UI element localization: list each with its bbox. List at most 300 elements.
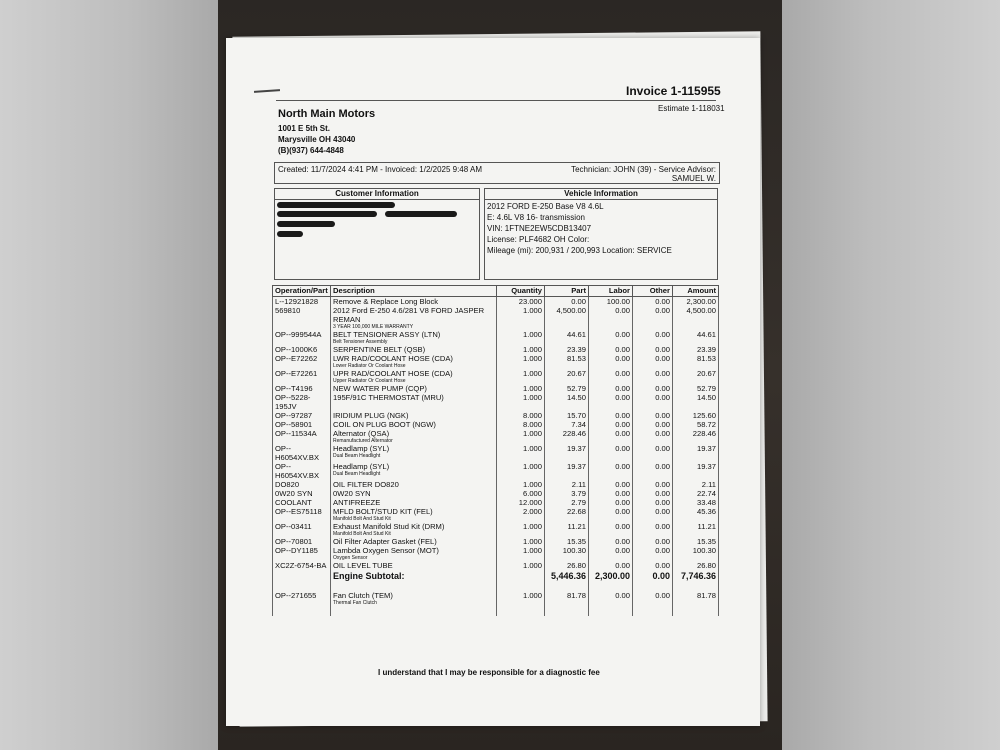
item-operation bbox=[273, 591, 331, 606]
table-row bbox=[273, 444, 719, 462]
item-amount-text: 125.60 bbox=[692, 411, 716, 420]
item-description-text: Alternator (QSA) bbox=[333, 429, 390, 438]
table-row bbox=[273, 522, 719, 537]
item-description bbox=[331, 420, 497, 429]
technician-line: Technician: JOHN (39) - Service Advisor: bbox=[571, 165, 716, 174]
item-labor bbox=[589, 489, 633, 498]
item-labor-text: 0.00 bbox=[615, 345, 630, 354]
item-other-text: 0.00 bbox=[655, 393, 670, 402]
item-quantity-text: 1.000 bbox=[522, 462, 542, 471]
item-subdescription: Dual Beam Headlight bbox=[333, 453, 381, 459]
item-part-text: 20.67 bbox=[566, 369, 586, 378]
item-amount-text: 11.21 bbox=[697, 522, 716, 531]
item-other bbox=[633, 546, 673, 561]
item-other bbox=[633, 522, 673, 537]
item-amount bbox=[673, 444, 719, 462]
spacer-cell bbox=[589, 581, 633, 591]
subtotal-empty bbox=[497, 570, 545, 581]
table-row bbox=[273, 345, 719, 354]
table-row bbox=[273, 507, 719, 522]
item-quantity-text: 1.000 bbox=[522, 354, 542, 363]
item-amount bbox=[673, 522, 719, 537]
col-header-amount: Amount bbox=[673, 286, 719, 297]
item-operation bbox=[273, 507, 331, 522]
item-quantity bbox=[497, 306, 545, 330]
item-description-text: Remove & Replace Long Block bbox=[333, 297, 439, 306]
item-other bbox=[633, 429, 673, 444]
shop-address-2: Marysville OH 43040 bbox=[278, 135, 356, 144]
spacer-cell bbox=[673, 581, 719, 591]
item-part-text: 100.30 bbox=[562, 546, 586, 555]
item-part bbox=[545, 591, 589, 606]
item-description bbox=[331, 354, 497, 369]
item-operation-text: OP--DY1185 bbox=[275, 546, 318, 555]
item-description-text: Exhaust Manifold Stud Kit (DRM) bbox=[333, 522, 445, 531]
item-operation bbox=[273, 444, 331, 462]
item-other-text: 0.00 bbox=[655, 411, 670, 420]
item-quantity-text: 1.000 bbox=[522, 522, 542, 531]
item-other bbox=[633, 420, 673, 429]
pen-mark bbox=[254, 89, 280, 93]
item-part-text: 7.34 bbox=[571, 420, 586, 429]
item-part-text: 23.39 bbox=[566, 345, 586, 354]
item-other-text: 0.00 bbox=[655, 420, 670, 429]
item-other-text: 0.00 bbox=[655, 444, 670, 453]
item-operation-text: 0W20 SYN bbox=[275, 489, 313, 498]
customer-info-box bbox=[274, 188, 480, 280]
table-row bbox=[273, 420, 719, 429]
spacer-row bbox=[273, 606, 719, 616]
item-labor-text: 100.00 bbox=[606, 297, 630, 306]
item-part bbox=[545, 330, 589, 345]
item-part bbox=[545, 306, 589, 330]
item-operation-text: 569810 bbox=[275, 306, 301, 315]
table-row bbox=[273, 591, 719, 606]
item-other-text: 0.00 bbox=[655, 546, 670, 555]
item-amount-text: 58.72 bbox=[696, 420, 716, 429]
subtotal-other: 0.00 bbox=[633, 570, 673, 581]
background-right bbox=[782, 0, 1000, 750]
shop-address-1: 1001 E 5th St. bbox=[278, 124, 331, 133]
item-operation-text: OP--58901 bbox=[275, 420, 313, 429]
table-row bbox=[273, 480, 719, 489]
item-other bbox=[633, 444, 673, 462]
item-description bbox=[331, 297, 497, 307]
item-subdescription: Remanufactured Alternator bbox=[333, 438, 393, 444]
item-other bbox=[633, 591, 673, 606]
table-row bbox=[273, 489, 719, 498]
item-operation-text: OP--E72261 bbox=[275, 369, 318, 378]
item-part-text: 11.21 bbox=[567, 522, 586, 531]
item-description bbox=[331, 306, 497, 330]
item-quantity bbox=[497, 546, 545, 561]
redaction-mark bbox=[385, 211, 457, 217]
item-quantity bbox=[497, 444, 545, 462]
item-labor bbox=[589, 522, 633, 537]
table-row bbox=[273, 384, 719, 393]
item-subdescription: Manifold Bolt And Stud Kit bbox=[333, 531, 391, 537]
item-labor bbox=[589, 297, 633, 307]
item-description bbox=[331, 369, 497, 384]
item-operation bbox=[273, 369, 331, 384]
item-part bbox=[545, 489, 589, 498]
spacer-cell bbox=[673, 606, 719, 616]
created-dates: Created: 11/7/2024 4:41 PM - Invoiced: 1/2/2025 9:48 AM bbox=[278, 165, 482, 174]
item-other bbox=[633, 411, 673, 420]
item-quantity bbox=[497, 420, 545, 429]
item-description bbox=[331, 498, 497, 507]
item-description bbox=[331, 546, 497, 561]
item-amount-text: 19.37 bbox=[696, 462, 716, 471]
item-quantity-text: 1.000 bbox=[522, 330, 542, 339]
item-quantity bbox=[497, 498, 545, 507]
item-description-text: 0W20 SYN bbox=[333, 489, 371, 498]
item-operation-text: OP--1000K6 bbox=[275, 345, 318, 354]
estimate-number: Estimate 1-118031 bbox=[658, 104, 725, 113]
item-operation bbox=[273, 330, 331, 345]
item-amount-text: 14.50 bbox=[696, 393, 716, 402]
item-part-text: 52.79 bbox=[566, 384, 586, 393]
item-amount-text: 15.35 bbox=[696, 537, 716, 546]
item-other-text: 0.00 bbox=[655, 522, 670, 531]
spacer-cell bbox=[331, 606, 497, 616]
item-other-text: 0.00 bbox=[655, 561, 670, 570]
item-operation bbox=[273, 537, 331, 546]
item-description bbox=[331, 330, 497, 345]
item-other bbox=[633, 384, 673, 393]
table-row bbox=[273, 330, 719, 345]
item-labor bbox=[589, 444, 633, 462]
item-labor-text: 0.00 bbox=[615, 507, 630, 516]
spacer-cell bbox=[633, 581, 673, 591]
item-labor bbox=[589, 546, 633, 561]
item-amount-text: 100.30 bbox=[692, 546, 716, 555]
item-operation-text: OP--H6054XV.BX bbox=[275, 462, 320, 480]
item-operation-text: DO820 bbox=[275, 480, 300, 489]
item-amount bbox=[673, 462, 719, 480]
spacer-cell bbox=[497, 606, 545, 616]
shop-phone: (B)(937) 644-4848 bbox=[278, 146, 344, 155]
item-amount-text: 44.61 bbox=[696, 330, 716, 339]
item-amount-text: 228.46 bbox=[692, 429, 716, 438]
item-operation bbox=[273, 522, 331, 537]
item-part-text: 44.61 bbox=[566, 330, 586, 339]
item-amount bbox=[673, 411, 719, 420]
item-quantity-text: 6.000 bbox=[522, 489, 542, 498]
item-operation-text: OP--11534A bbox=[275, 429, 317, 438]
spacer-cell bbox=[331, 581, 497, 591]
item-quantity-text: 1.000 bbox=[522, 561, 542, 570]
item-labor-text: 0.00 bbox=[615, 561, 630, 570]
col-header-description: Description bbox=[331, 286, 497, 297]
item-part bbox=[545, 297, 589, 307]
item-amount-text: 22.74 bbox=[696, 489, 716, 498]
item-other bbox=[633, 537, 673, 546]
vehicle-info-heading: Vehicle Information bbox=[485, 189, 717, 200]
redaction-mark bbox=[277, 231, 303, 237]
table-header-row bbox=[273, 286, 719, 297]
item-quantity bbox=[497, 330, 545, 345]
item-labor-text: 0.00 bbox=[615, 369, 630, 378]
customer-info-heading: Customer Information bbox=[275, 189, 479, 200]
redaction-mark bbox=[277, 221, 335, 227]
item-operation bbox=[273, 561, 331, 570]
item-description-text: OIL LEVEL TUBE bbox=[333, 561, 393, 570]
item-operation bbox=[273, 546, 331, 561]
item-quantity-text: 1.000 bbox=[522, 393, 542, 402]
item-quantity-text: 8.000 bbox=[522, 411, 542, 420]
item-part bbox=[545, 384, 589, 393]
item-quantity bbox=[497, 384, 545, 393]
item-other-text: 0.00 bbox=[655, 507, 670, 516]
item-part-text: 14.50 bbox=[566, 393, 586, 402]
subtotal-amount: 7,746.36 bbox=[673, 570, 719, 581]
item-part-text: 15.35 bbox=[566, 537, 586, 546]
item-amount-text: 52.79 bbox=[696, 384, 716, 393]
item-part bbox=[545, 561, 589, 570]
item-quantity bbox=[497, 354, 545, 369]
table-row bbox=[273, 369, 719, 384]
item-quantity bbox=[497, 462, 545, 480]
item-labor-text: 0.00 bbox=[615, 306, 630, 315]
item-operation-text: OP--5228-195JV bbox=[275, 393, 311, 411]
item-amount-text: 20.67 bbox=[696, 369, 716, 378]
item-quantity-text: 1.000 bbox=[522, 429, 542, 438]
spacer-cell bbox=[273, 606, 331, 616]
item-amount-text: 81.53 bbox=[696, 354, 716, 363]
item-description-text: 195F/91C THERMOSTAT (MRU) bbox=[333, 393, 444, 402]
item-description-text: NEW WATER PUMP (CQP) bbox=[333, 384, 427, 393]
item-labor bbox=[589, 420, 633, 429]
item-amount bbox=[673, 507, 719, 522]
item-quantity-text: 1.000 bbox=[522, 306, 542, 315]
item-amount-text: 26.80 bbox=[696, 561, 716, 570]
item-description-text: BELT TENSIONER ASSY (LTN) bbox=[333, 330, 441, 339]
item-quantity-text: 1.000 bbox=[522, 480, 542, 489]
item-quantity bbox=[497, 591, 545, 606]
item-description-text: SERPENTINE BELT (QSB) bbox=[333, 345, 426, 354]
table-row bbox=[273, 498, 719, 507]
vehicle-line: 2012 FORD E-250 Base V8 4.6L bbox=[487, 202, 604, 211]
item-part bbox=[545, 354, 589, 369]
item-labor bbox=[589, 369, 633, 384]
vehicle-line: VIN: 1FTNE2EW5CDB13407 bbox=[487, 224, 592, 233]
item-description bbox=[331, 489, 497, 498]
item-other bbox=[633, 498, 673, 507]
table-row bbox=[273, 537, 719, 546]
item-labor-text: 0.00 bbox=[615, 498, 630, 507]
item-other-text: 0.00 bbox=[655, 297, 670, 306]
item-operation-text: OP--271655 bbox=[275, 591, 317, 600]
item-operation bbox=[273, 345, 331, 354]
item-labor bbox=[589, 462, 633, 480]
item-other-text: 0.00 bbox=[655, 369, 670, 378]
item-description bbox=[331, 393, 497, 411]
table-row bbox=[273, 393, 719, 411]
item-part bbox=[545, 411, 589, 420]
vehicle-line: E: 4.6L V8 16- transmission bbox=[487, 213, 585, 222]
subtotal-empty bbox=[273, 570, 331, 581]
col-header-operation: Operation/Part bbox=[273, 286, 331, 297]
item-description-text: Headlamp (SYL) bbox=[333, 462, 390, 471]
item-amount bbox=[673, 306, 719, 330]
item-other-text: 0.00 bbox=[655, 330, 670, 339]
item-part-text: 26.80 bbox=[566, 561, 586, 570]
item-part bbox=[545, 420, 589, 429]
item-labor bbox=[589, 429, 633, 444]
item-other-text: 0.00 bbox=[655, 345, 670, 354]
spacer-cell bbox=[633, 606, 673, 616]
item-labor-text: 0.00 bbox=[615, 489, 630, 498]
spacer-cell bbox=[589, 606, 633, 616]
item-operation bbox=[273, 297, 331, 307]
item-labor-text: 0.00 bbox=[615, 444, 630, 453]
item-other bbox=[633, 507, 673, 522]
item-subdescription: Manifold Bolt And Stud Kit bbox=[333, 516, 391, 522]
item-subdescription: Upper Radiator Or Coolant Hose bbox=[333, 378, 406, 384]
item-part bbox=[545, 345, 589, 354]
item-operation bbox=[273, 393, 331, 411]
item-part bbox=[545, 522, 589, 537]
table-row bbox=[273, 429, 719, 444]
item-labor-text: 0.00 bbox=[615, 522, 630, 531]
item-operation-text: XC2Z-6754-BA bbox=[275, 561, 327, 570]
item-operation bbox=[273, 429, 331, 444]
item-description bbox=[331, 591, 497, 606]
item-description bbox=[331, 561, 497, 570]
background-left bbox=[0, 0, 218, 750]
item-operation-text: OP--ES75118 bbox=[275, 507, 322, 516]
item-description-text: ANTIFREEZE bbox=[333, 498, 381, 507]
item-amount bbox=[673, 591, 719, 606]
item-labor bbox=[589, 345, 633, 354]
item-amount bbox=[673, 498, 719, 507]
subtotal-part: 5,446.36 bbox=[545, 570, 589, 581]
col-header-other: Other bbox=[633, 286, 673, 297]
item-operation bbox=[273, 354, 331, 369]
item-amount bbox=[673, 546, 719, 561]
table-body bbox=[273, 297, 719, 617]
item-quantity-text: 1.000 bbox=[522, 546, 542, 555]
item-quantity bbox=[497, 480, 545, 489]
item-quantity bbox=[497, 393, 545, 411]
shop-name: North Main Motors bbox=[278, 108, 376, 120]
item-amount-text: 19.37 bbox=[696, 444, 716, 453]
item-subdescription: Oxygen Sensor bbox=[333, 555, 368, 561]
item-other bbox=[633, 330, 673, 345]
item-description-text: Headlamp (SYL) bbox=[333, 444, 390, 453]
item-labor bbox=[589, 330, 633, 345]
item-amount bbox=[673, 297, 719, 307]
item-description-text: Oil Filter Adapter Gasket (FEL) bbox=[333, 537, 437, 546]
item-amount-text: 2,300.00 bbox=[686, 297, 716, 306]
item-quantity-text: 12.000 bbox=[518, 498, 542, 507]
item-operation bbox=[273, 384, 331, 393]
invoice-paper bbox=[226, 38, 760, 726]
item-amount bbox=[673, 420, 719, 429]
item-subdescription: Lower Radiator Or Coolant Hose bbox=[333, 363, 406, 369]
item-other bbox=[633, 561, 673, 570]
item-quantity-text: 2.000 bbox=[522, 507, 542, 516]
item-description-text: OIL FILTER DO820 bbox=[333, 480, 399, 489]
item-amount bbox=[673, 384, 719, 393]
item-other-text: 0.00 bbox=[655, 480, 670, 489]
item-quantity bbox=[497, 507, 545, 522]
item-operation bbox=[273, 489, 331, 498]
item-part bbox=[545, 393, 589, 411]
item-part bbox=[545, 507, 589, 522]
item-part bbox=[545, 498, 589, 507]
item-part-text: 2.79 bbox=[571, 498, 586, 507]
item-quantity-text: 8.000 bbox=[522, 420, 542, 429]
item-amount bbox=[673, 369, 719, 384]
spacer-row bbox=[273, 581, 719, 591]
item-subdescription: Thermal Fan Clutch bbox=[333, 600, 377, 606]
item-other-text: 0.00 bbox=[655, 462, 670, 471]
item-labor bbox=[589, 393, 633, 411]
item-amount-text: 2.11 bbox=[701, 480, 716, 489]
item-operation-text: OP--03411 bbox=[275, 522, 312, 531]
item-labor bbox=[589, 306, 633, 330]
table-row bbox=[273, 354, 719, 369]
item-description-text: LWR RAD/COOLANT HOSE (CDA) bbox=[333, 354, 453, 363]
item-description bbox=[331, 462, 497, 480]
item-operation-text: COOLANT bbox=[275, 498, 312, 507]
item-quantity-text: 1.000 bbox=[522, 345, 542, 354]
table-row bbox=[273, 546, 719, 561]
item-part-text: 15.70 bbox=[566, 411, 586, 420]
item-quantity bbox=[497, 489, 545, 498]
item-part-text: 22.68 bbox=[566, 507, 586, 516]
line-items-table bbox=[272, 285, 719, 616]
item-other-text: 0.00 bbox=[655, 498, 670, 507]
col-header-quantity: Quantity bbox=[497, 286, 545, 297]
item-amount bbox=[673, 429, 719, 444]
item-other-text: 0.00 bbox=[655, 591, 670, 600]
vehicle-info-box bbox=[484, 188, 718, 280]
table-row bbox=[273, 561, 719, 570]
item-labor bbox=[589, 591, 633, 606]
item-other bbox=[633, 297, 673, 307]
item-part bbox=[545, 444, 589, 462]
item-description-text: 2012 Ford E-250 4.6/281 V8 FORD JASPER REMAN bbox=[333, 306, 485, 324]
item-operation bbox=[273, 498, 331, 507]
item-labor-text: 0.00 bbox=[615, 537, 630, 546]
item-amount bbox=[673, 330, 719, 345]
item-quantity bbox=[497, 411, 545, 420]
item-operation-text: OP--E72262 bbox=[275, 354, 318, 363]
item-operation-text: OP--H6054XV.BX bbox=[275, 444, 320, 462]
item-amount bbox=[673, 561, 719, 570]
table-row bbox=[273, 297, 719, 307]
item-description bbox=[331, 429, 497, 444]
item-other-text: 0.00 bbox=[655, 429, 670, 438]
item-amount bbox=[673, 489, 719, 498]
invoice-title: Invoice 1-115955 bbox=[626, 84, 721, 98]
subtotal-labor: 2,300.00 bbox=[589, 570, 633, 581]
item-description bbox=[331, 345, 497, 354]
item-description bbox=[331, 507, 497, 522]
col-header-part: Part bbox=[545, 286, 589, 297]
item-other-text: 0.00 bbox=[655, 384, 670, 393]
item-quantity bbox=[497, 429, 545, 444]
item-quantity-text: 1.000 bbox=[522, 591, 542, 600]
item-description bbox=[331, 480, 497, 489]
item-labor-text: 0.00 bbox=[615, 591, 630, 600]
item-subdescription: Belt Tensioner Assembly bbox=[333, 339, 388, 345]
table-row bbox=[273, 411, 719, 420]
item-part-text: 81.53 bbox=[566, 354, 586, 363]
